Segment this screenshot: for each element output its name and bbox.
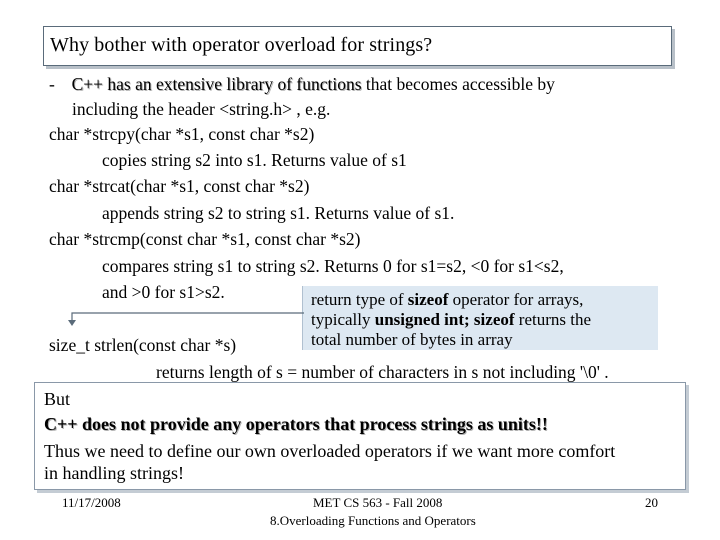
conclusion-line-3: Thus we need to define our own overloaded operators if we want more comfort	[44, 441, 616, 461]
callout-line-3: total number of bytes in array	[311, 330, 513, 349]
footer-page-number: 20	[645, 495, 658, 510]
callout-text: operator for arrays,	[448, 290, 584, 309]
bullet-rest: that becomes accessible by	[361, 74, 555, 94]
bullet-dash: -	[49, 74, 55, 94]
strcpy-description: copies string s2 into s1. Returns value of s1	[102, 150, 407, 170]
strcmp-description: compares string s1 to string s2. Returns 0 for s1=s2, <0 for s1<s2,	[102, 256, 564, 276]
strcat-description: appends string s2 to string s1. Returns value of s1.	[102, 203, 455, 223]
sizeof-callout-text	[311, 290, 656, 350]
callout-text: returns the	[514, 310, 592, 329]
callout-line-2	[311, 310, 656, 330]
callout-text: return type of	[311, 290, 408, 309]
strcmp-signature: char *strcmp(const char *s1, const char *s2)	[49, 229, 361, 249]
bullet-line-1	[49, 74, 555, 94]
bullet-highlight: C++ has an extensive library of functions	[71, 74, 362, 94]
footer-subtitle: 8.Overloading Functions and Operators	[270, 513, 476, 528]
callout-arrow-icon	[68, 300, 308, 326]
strlen-signature: size_t strlen(const char *s)	[49, 335, 237, 355]
callout-bold: unsigned int; sizeof	[374, 310, 515, 329]
strcmp-description-2: and >0 for s1>s2.	[102, 282, 225, 302]
footer-date: 11/17/2008	[62, 495, 121, 510]
conclusion-but: But	[44, 389, 71, 409]
footer-course: MET CS 563 - Fall 2008	[313, 495, 443, 510]
conclusion-line-4: in handling strings!	[44, 463, 184, 483]
callout-bold: sizeof	[407, 290, 449, 309]
strlen-description: returns length of s = number of characters in s not including '\0' .	[156, 362, 609, 382]
conclusion-emphasis-text: C++ does not provide any operators that process strings as units!!	[44, 414, 548, 434]
slide-title: Why bother with operator overload for strings?	[50, 34, 433, 56]
strcpy-signature: char *strcpy(char *s1, const char *s2)	[49, 124, 315, 144]
conclusion-emphasis	[44, 413, 548, 435]
callout-text: typically	[311, 310, 375, 329]
strcat-signature: char *strcat(char *s1, const char *s2)	[49, 176, 310, 196]
callout-line-1	[311, 290, 656, 310]
bullet-line-2: including the header <string.h> , e.g.	[72, 99, 331, 119]
